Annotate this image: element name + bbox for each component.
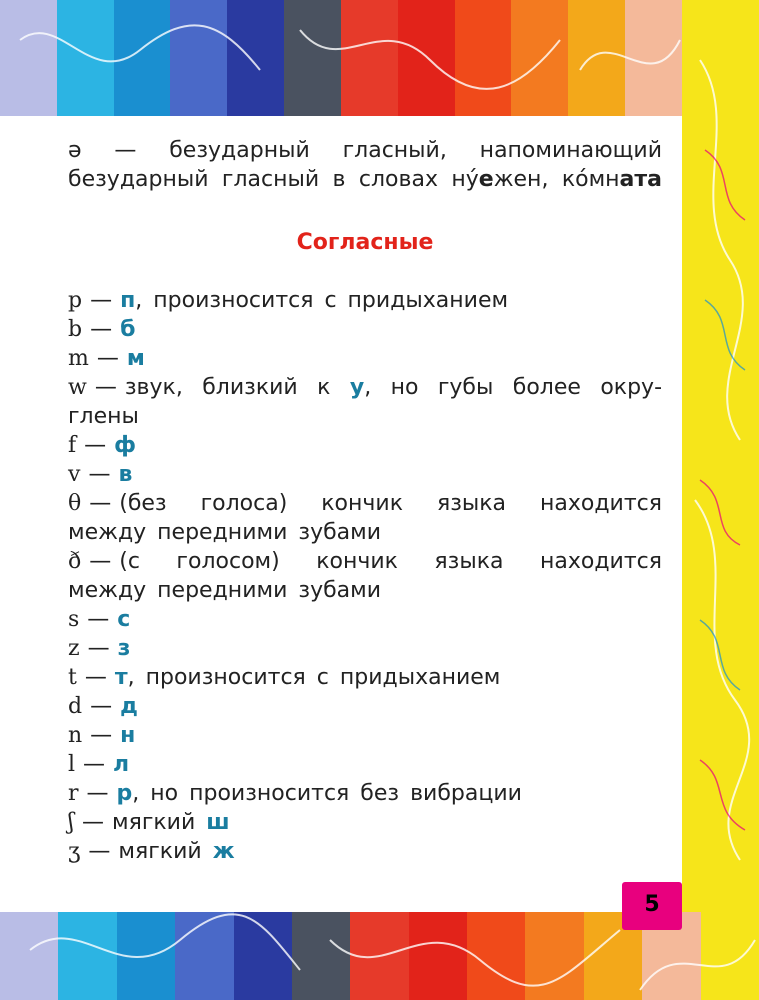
dash: — [94,375,117,400]
consonant-row [68,605,662,634]
consonant-row [68,721,662,750]
russian-letter: м [126,346,145,371]
russian-letter: н [120,723,136,748]
consonant-row [68,315,662,344]
dash: — [86,781,109,806]
page-number: 5 [644,892,660,917]
section-title: Согласные [296,230,434,255]
russian-letter: п [120,288,136,313]
description-continuation: глены [68,404,139,429]
consonant-row [68,663,662,692]
russian-letter: т [114,665,128,690]
description-prefix: мягкий [111,810,207,835]
schwa-text-b: жен, ко́мн [493,167,620,192]
ipa-symbol: d [68,694,83,719]
schwa-dash: — [114,138,137,163]
consonant-row [68,750,662,779]
ipa-symbol: s [68,607,80,632]
ipa-symbol: n [68,723,83,748]
russian-letter: ф [114,433,136,458]
russian-letter: л [113,752,130,777]
consonant-row-continuation [68,518,662,547]
ipa-symbol: θ [68,491,82,516]
russian-letter: с [117,607,131,632]
dash: — [83,752,106,777]
dash: — [88,462,111,487]
russian-letter: ж [212,839,235,864]
schwa-symbol: ə [68,138,82,163]
ipa-symbol: t [68,665,77,690]
description: , но произносится без вибрации [132,781,522,806]
description-prefix: звук, близкий к [124,375,350,400]
ipa-symbol: b [68,317,83,342]
dash: — [84,665,107,690]
description-continuation: между передними зубами [68,578,382,603]
consonant-row [68,460,662,489]
ipa-symbol: l [68,752,76,777]
dash: — [90,317,113,342]
dash: — [88,839,111,864]
russian-letter: ш [206,810,230,835]
page-number-tab [622,882,682,930]
consonant-row [68,489,662,518]
ipa-symbol: m [68,346,89,371]
consonant-row [68,431,662,460]
russian-letter: б [120,317,136,342]
consonant-row-continuation [68,576,662,605]
russian-letter: д [120,694,138,719]
dash: — [96,346,119,371]
description-prefix: мягкий [118,839,213,864]
dash: — [84,433,107,458]
ipa-symbol: v [68,462,81,487]
consonant-row [68,808,662,837]
schwa-paragraph [68,136,662,194]
consonant-row [68,779,662,808]
dash: — [87,607,110,632]
consonant-row-continuation [68,402,662,431]
ipa-symbol: f [68,433,77,458]
description: , произносится с придыханием [127,665,501,690]
description-continuation: между передними зубами [68,520,382,545]
description: , но губы более окру- [364,375,663,400]
dash: — [90,694,113,719]
dash: — [90,723,113,748]
dash: — [90,288,113,313]
schwa-text-a: безударный гласный, напоминающий безударный гласный в словах ну́ [68,138,662,192]
description: , произносится с придыханием [135,288,509,313]
dash: — [87,636,110,661]
consonant-row [68,344,662,373]
consonant-row [68,837,662,866]
consonant-row [68,547,662,576]
consonant-list [68,286,662,866]
description-prefix: (без голоса) кончик языка находится [119,491,662,516]
description-prefix: (с голосом) кончик языка находится [119,549,662,574]
consonant-row [68,373,662,402]
consonant-row [68,286,662,315]
russian-letter: р [116,781,133,806]
russian-letter: в [118,462,133,487]
russian-letter: у [349,375,365,400]
dash: — [89,549,112,574]
page-content [68,136,663,864]
russian-letter: з [117,636,131,661]
ipa-symbol: ʃ [68,810,74,835]
ipa-symbol: r [68,781,79,806]
schwa-bold-1: е [478,167,494,192]
ipa-symbol: z [68,636,80,661]
dash: — [89,491,112,516]
ipa-symbol: p [68,288,83,313]
consonant-row [68,634,662,663]
ipa-symbol: ʒ [68,839,81,864]
dash: — [81,810,104,835]
schwa-bold-2: ата [619,167,662,192]
consonant-row [68,692,662,721]
ipa-symbol: w [68,375,87,400]
ipa-symbol: ð [68,549,82,574]
